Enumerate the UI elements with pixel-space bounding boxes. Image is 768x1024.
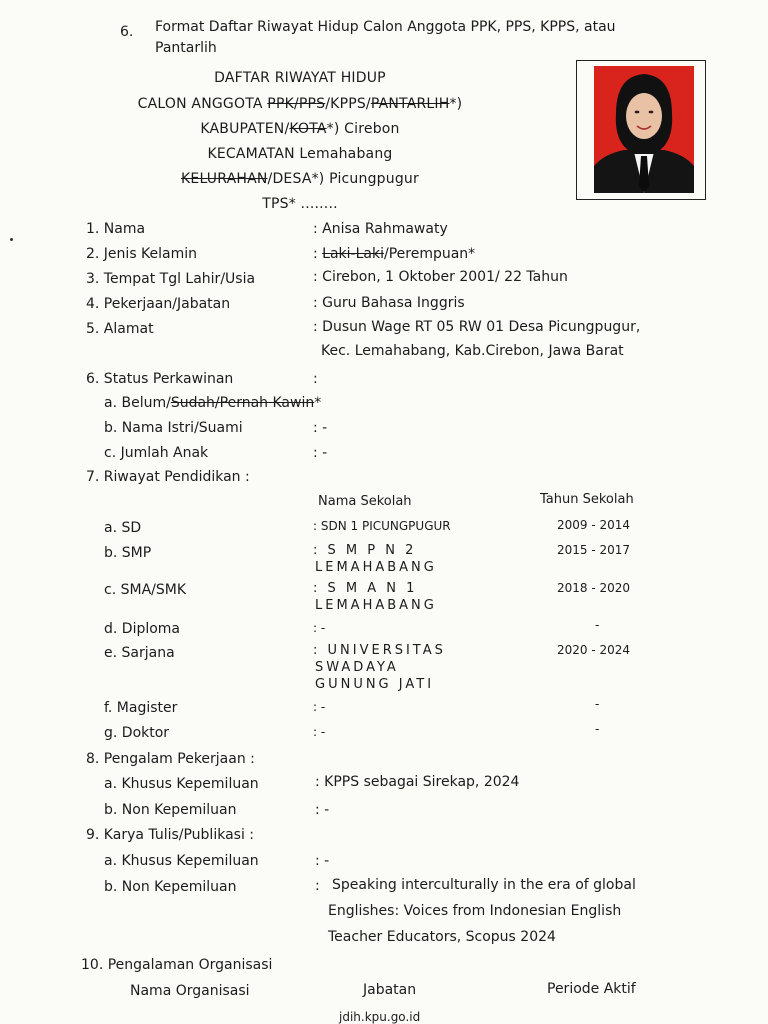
edu-school: : - xyxy=(313,621,326,635)
label-pengalaman-organisasi: 10. Pengalaman Organisasi xyxy=(81,957,273,973)
edu-school-cont: SWADAYA xyxy=(315,660,399,675)
edu-school: : SDN 1 PICUNGPUGUR xyxy=(313,519,451,533)
label-karya-tulis: 9. Karya Tulis/Publikasi : xyxy=(86,827,255,843)
value-work-khusus: : KPPS sebagai Sirekap, 2024 xyxy=(315,774,520,790)
edu-year: 2020 - 2024 xyxy=(557,643,631,657)
value-pub-non-2: Englishes: Voices from Indonesian English xyxy=(328,903,622,919)
document-title: DAFTAR RIWAYAT HIDUP xyxy=(214,70,386,86)
col-jabatan: Jabatan xyxy=(363,982,417,998)
edu-school-cont: LEMAHABANG xyxy=(315,598,437,613)
edu-level: f. Magister xyxy=(104,700,178,716)
value-alamat-1: : Dusun Wage RT 05 RW 01 Desa Picungpugur, xyxy=(313,319,641,335)
edu-level: a. SD xyxy=(104,520,142,536)
value-pub-non-1: Speaking interculturally in the era of global xyxy=(332,877,636,893)
profile-photo xyxy=(594,66,694,193)
edu-level: e. Sarjana xyxy=(104,645,175,661)
title-line-2: CALON ANGGOTA PPK/PPS/KPPS/PANTARLIH*) xyxy=(137,96,463,112)
footer-url: jdih.kpu.go.id xyxy=(339,1010,421,1024)
edu-level: d. Diploma xyxy=(104,621,181,637)
edu-school: : S M A N 1 xyxy=(313,581,418,596)
title-line-4: KECAMATAN Lemahabang xyxy=(207,146,393,162)
edu-level: g. Doktor xyxy=(104,725,170,741)
title-line-5: KELURAHAN/DESA*) Picungpugur xyxy=(181,171,419,187)
value-jenis-kelamin: : Laki-Laki/Perempuan* xyxy=(313,246,476,262)
col-periode-aktif: Periode Aktif xyxy=(547,981,636,997)
edu-school: : UNIVERSITAS xyxy=(313,643,446,658)
col-nama-sekolah: Nama Sekolah xyxy=(318,494,412,509)
status-colon: : xyxy=(313,371,318,387)
label-jenis-kelamin: 2. Jenis Kelamin xyxy=(86,246,198,262)
label-alamat: 5. Alamat xyxy=(86,321,154,337)
scan-speck xyxy=(10,238,13,241)
title-line-3: KABUPATEN/KOTA*) Cirebon xyxy=(200,121,400,137)
label-nama-istri: b. Nama Istri/Suami xyxy=(104,420,243,436)
label-pekerjaan: 4. Pekerjaan/Jabatan xyxy=(86,296,231,312)
value-work-non: : - xyxy=(315,802,330,818)
edu-school-cont: LEMAHABANG xyxy=(315,560,437,575)
value-jumlah-anak: : - xyxy=(313,445,328,461)
edu-school: : - xyxy=(313,725,326,739)
edu-year: - xyxy=(595,618,600,632)
label-jumlah-anak: c. Jumlah Anak xyxy=(104,445,209,461)
value-alamat-2: Kec. Lemahabang, Kab.Cirebon, Jawa Barat xyxy=(321,343,624,359)
label-work-khusus: a. Khusus Kepemiluan xyxy=(104,776,259,792)
status-belum: a. Belum/Sudah/Pernah Kawin* xyxy=(104,395,322,411)
edu-school: : S M P N 2 xyxy=(313,543,417,558)
pub-non-colon: : xyxy=(315,878,320,894)
label-ttl: 3. Tempat Tgl Lahir/Usia xyxy=(86,271,256,287)
edu-year: - xyxy=(595,722,600,736)
value-pekerjaan: : Guru Bahasa Inggris xyxy=(313,295,465,311)
label-work-non: b. Non Kepemiluan xyxy=(104,802,237,818)
label-pendidikan: 7. Riwayat Pendidikan : xyxy=(86,469,250,485)
label-pengalaman-pekerjaan: 8. Pengalam Pekerjaan : xyxy=(86,751,255,767)
label-pub-non: b. Non Kepemiluan xyxy=(104,879,237,895)
title-line-6: TPS* ........ xyxy=(262,196,338,212)
edu-year: 2009 - 2014 xyxy=(557,518,631,532)
label-status: 6. Status Perkawinan xyxy=(86,371,234,387)
value-pub-non-3: Teacher Educators, Scopus 2024 xyxy=(328,929,556,945)
header-line-2: Pantarlih xyxy=(155,40,217,56)
value-ttl: : Cirebon, 1 Oktober 2001/ 22 Tahun xyxy=(313,269,568,285)
edu-year: 2015 - 2017 xyxy=(557,543,631,557)
label-nama: 1. Nama xyxy=(86,221,146,237)
edu-school-cont: GUNUNG JATI xyxy=(315,677,435,692)
header-line-1: Format Daftar Riwayat Hidup Calon Anggota PPK, PPS, KPPS, atau xyxy=(155,19,616,35)
edu-school: : - xyxy=(313,700,326,714)
col-nama-organisasi: Nama Organisasi xyxy=(130,983,250,999)
label-pub-khusus: a. Khusus Kepemiluan xyxy=(104,853,259,869)
value-pub-khusus: : - xyxy=(315,853,330,869)
person-photo-icon xyxy=(594,66,694,193)
value-nama-istri: : - xyxy=(313,420,328,436)
edu-year: - xyxy=(595,697,600,711)
edu-level: c. SMA/SMK xyxy=(104,582,187,598)
section-number: 6. xyxy=(120,24,134,40)
col-tahun-sekolah: Tahun Sekolah xyxy=(540,492,634,507)
value-nama: : Anisa Rahmawaty xyxy=(313,221,448,237)
edu-level: b. SMP xyxy=(104,545,152,561)
edu-year: 2018 - 2020 xyxy=(557,581,631,595)
